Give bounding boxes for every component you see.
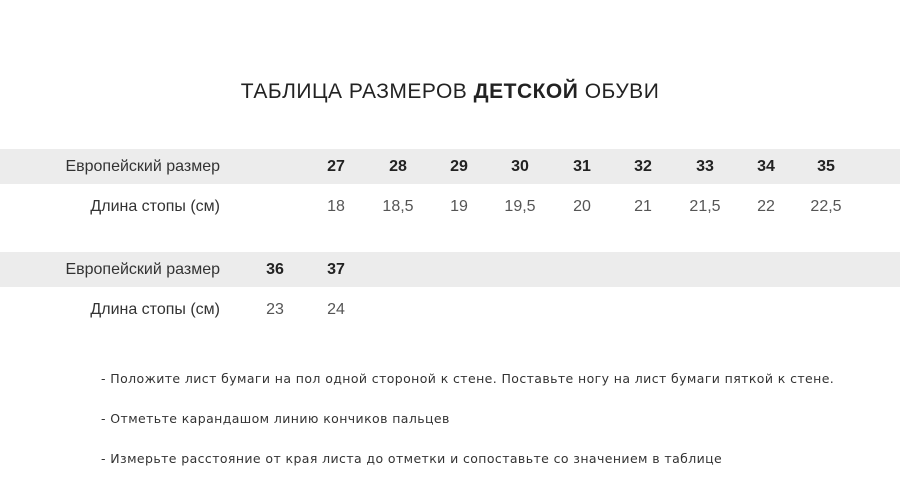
length-cell: 18	[327, 198, 345, 215]
size-cell: 35	[817, 158, 835, 175]
length-cell: 18,5	[382, 198, 414, 215]
length-cell: 22,5	[810, 198, 842, 215]
size-cell: 28	[389, 158, 407, 175]
size-cell: 34	[757, 158, 775, 175]
size-row-2	[0, 252, 900, 287]
size-cell: 31	[573, 158, 591, 175]
length-cell: 19	[450, 198, 468, 215]
length-row-2	[0, 292, 900, 327]
size-row-1	[0, 149, 900, 184]
size-label: Европейский размер	[65, 158, 220, 175]
size-cell: 33	[696, 158, 714, 175]
size-cell: 32	[634, 158, 652, 175]
size-cell: 27	[327, 158, 345, 175]
length-label: Длина стопы (см)	[90, 301, 220, 318]
title-bold: ДЕТСКОЙ	[473, 80, 579, 103]
length-row-1	[0, 189, 900, 224]
page-title	[0, 80, 900, 104]
length-cell: 21,5	[689, 198, 721, 215]
size-label: Европейский размер	[65, 261, 220, 278]
length-label: Длина стопы (см)	[90, 198, 220, 215]
size-cell: 37	[327, 261, 345, 278]
title-prefix: ТАБЛИЦА РАЗМЕРОВ	[240, 80, 474, 103]
size-cell: 36	[266, 261, 284, 278]
instruction-note-3: - Измерьте расстояние от края листа до отметки и сопоставьте со значением в таблице	[101, 451, 723, 466]
length-cell: 23	[266, 301, 284, 318]
instruction-note-1: - Положите лист бумаги на пол одной стороной к стене. Поставьте ногу на лист бумаги пяткой к стене.	[101, 371, 835, 386]
length-cell: 20	[573, 198, 591, 215]
title-suffix: ОБУВИ	[578, 80, 660, 103]
size-cell: 29	[450, 158, 468, 175]
instruction-note-2: - Отметьте карандашом линию кончиков пальцев	[101, 411, 450, 426]
size-cell: 30	[511, 158, 529, 175]
length-cell: 22	[757, 198, 775, 215]
length-cell: 19,5	[504, 198, 536, 215]
length-cell: 24	[327, 301, 345, 318]
length-cell: 21	[634, 198, 652, 215]
